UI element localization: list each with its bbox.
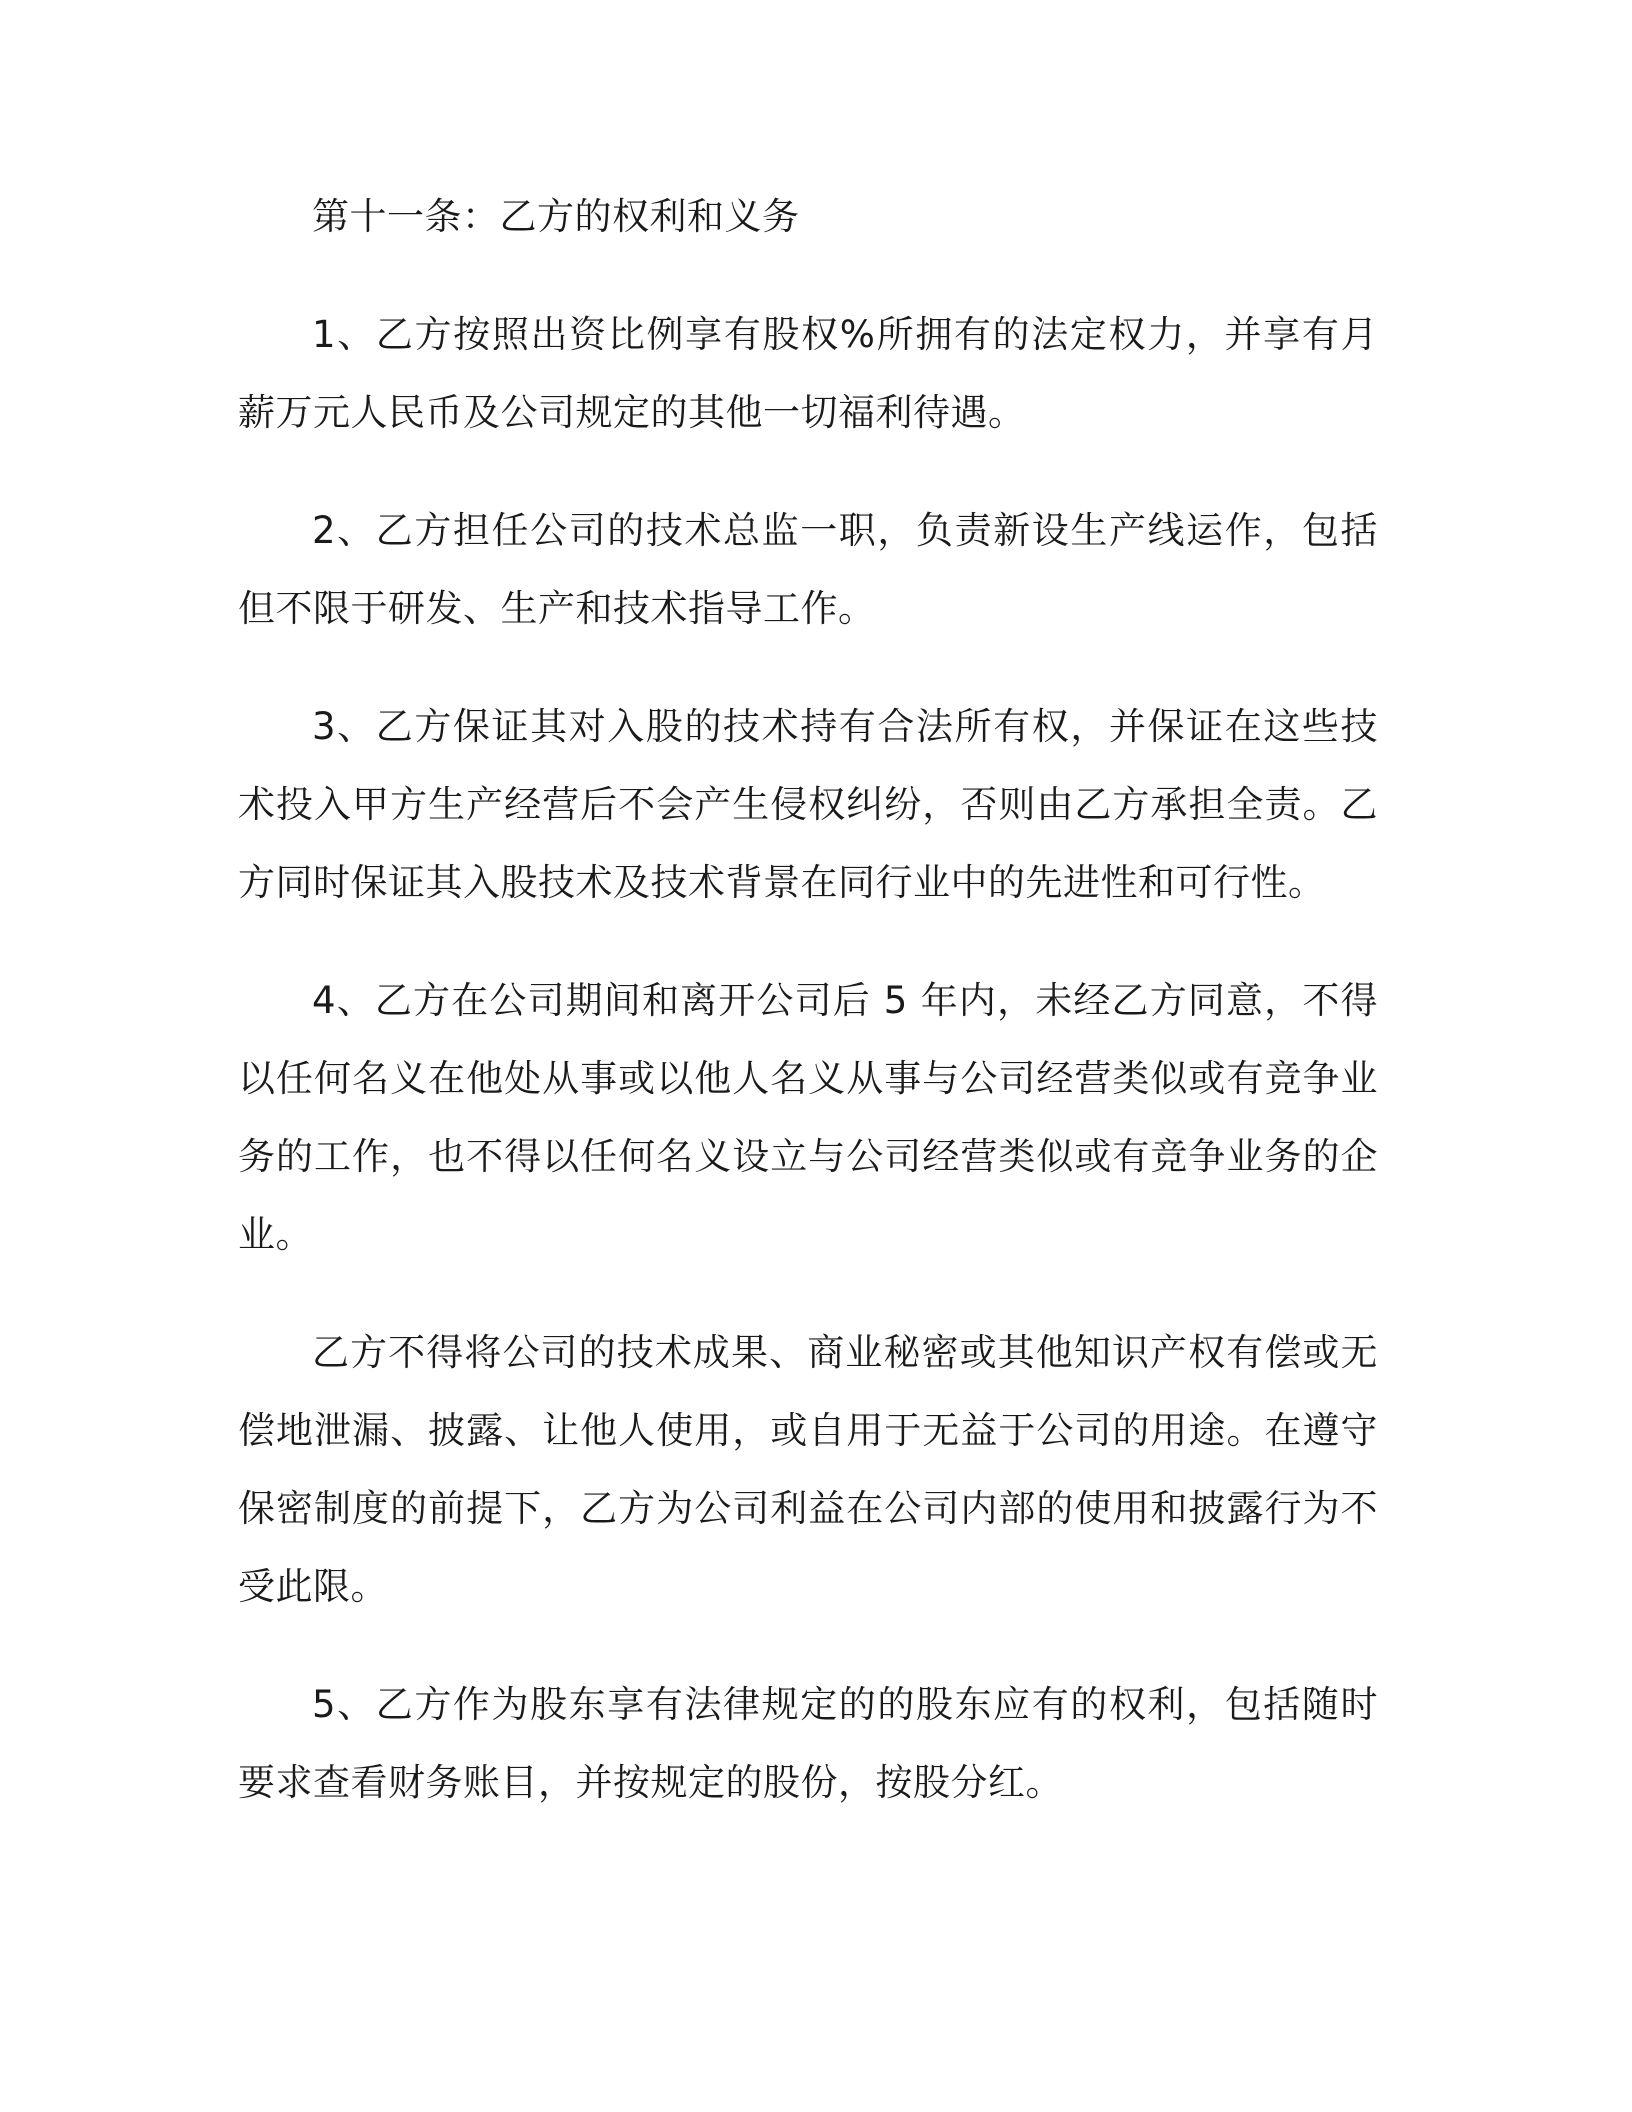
paragraph-3: 3、乙方保证其对入股的技术持有合法所有权，并保证在这些技术投入甲方生产经营后不会产生侵权纠纷，否则由乙方承担全责。乙方同时保证其入股技术及技术背景在同行业中的先进性和可行性。 [238, 705, 1378, 904]
paragraph-4-continued: 乙方不得将公司的技术成果、商业秘密或其他知识产权有偿或无偿地泄漏、披露、让他人使用，或自用于无益于公司的用途。在遵守保密制度的前提下，乙方为公司利益在公司内部的使用和披露行为不受此限。 [238, 1331, 1378, 1608]
paragraph-5: 5、乙方作为股东享有法律规定的的股东应有的权利，包括随时要求查看财务账目，并按规定的股份，按股分红。 [238, 1683, 1378, 1804]
article-heading: 第十一条：乙方的权利和义务 [312, 195, 800, 238]
paragraph-1: 1、乙方按照出资比例享有股权%所拥有的法定权力，并享有月薪万元人民币及公司规定的其他一切福利待遇。 [238, 313, 1378, 434]
paragraph-4: 4、乙方在公司期间和离开公司后 5 年内，未经乙方同意，不得以任何名义在他处从事或以他人名义从事与公司经营类似或有竞争业务的工作，也不得以任何名义设立与公司经营类似或有竞争业务的企业。 [238, 979, 1378, 1256]
paragraph-2: 2、乙方担任公司的技术总监一职，负责新设生产线运作，包括但不限于研发、生产和技术指导工作。 [238, 509, 1378, 630]
document-body [238, 178, 1378, 1862]
